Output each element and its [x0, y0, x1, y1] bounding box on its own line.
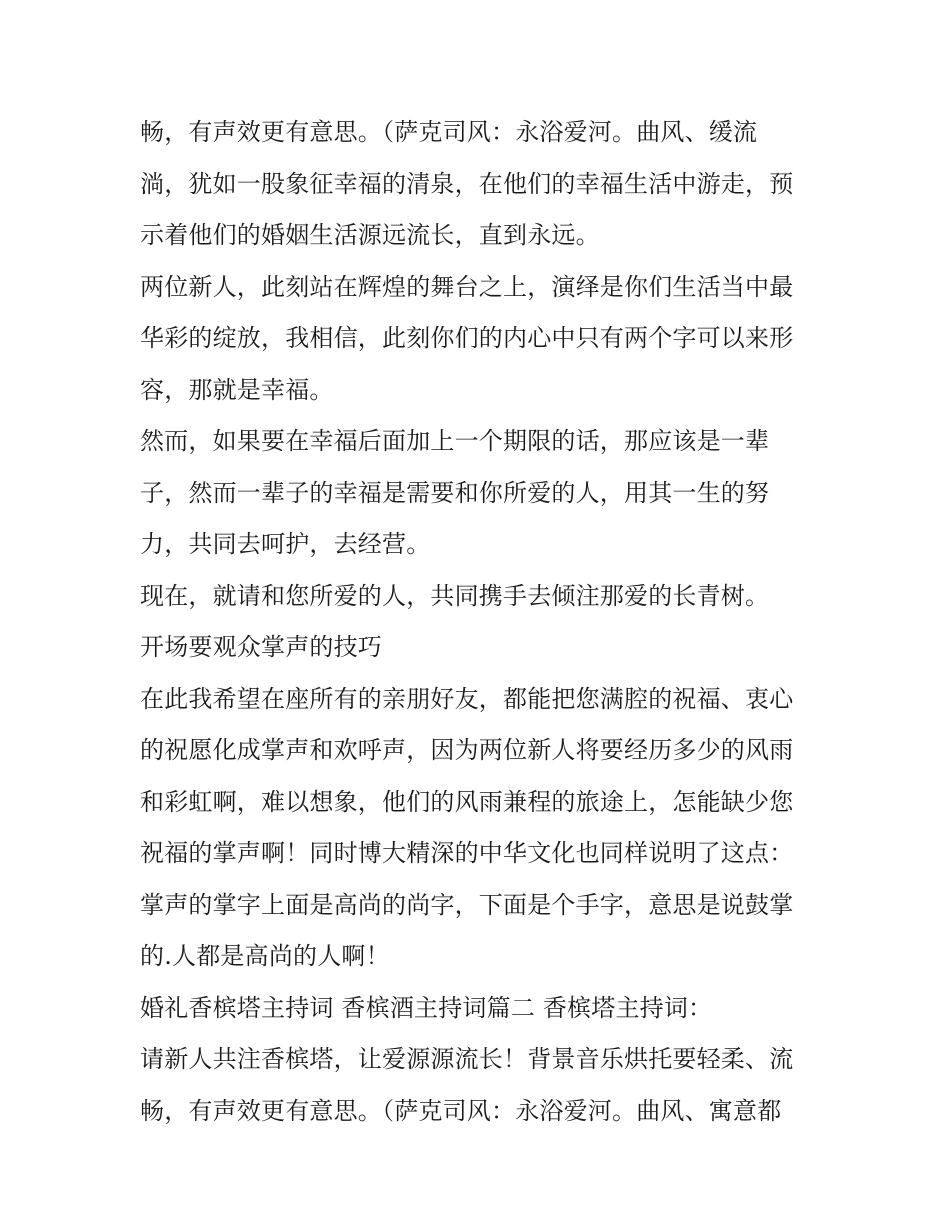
text-line: 和彩虹啊，难以想象，他们的风雨兼程的旅途上，怎能缺少您 — [140, 787, 794, 816]
section-heading: 开场要观众掌声的技巧 — [140, 633, 382, 661]
text-line: 子，然而一辈子的幸福是需要和你所爱的人，用其一生的努 — [140, 478, 770, 507]
text-line: 祝福的掌声啊！同时博大精深的中华文化也同样说明了这点： — [140, 839, 794, 867]
text-line: 的.人都是高尚的人啊！ — [140, 942, 390, 970]
text-line: 畅，有声效更有意思。（萨克司风：永浴爱河。曲风、缓流 — [140, 118, 758, 146]
text-line: 容，那就是幸福。 — [140, 375, 334, 404]
text-line: 示着他们的婚姻生活源远流长，直到永远。 — [140, 221, 600, 249]
text-line: 掌声的掌字上面是高尚的尚字，下面是个手字，意思是说鼓掌 — [140, 890, 794, 919]
document-body — [140, 107, 830, 1137]
section-heading: 婚礼香槟塔主持词 香槟酒主持词篇二 香槟塔主持词： — [140, 993, 713, 1022]
text-line: 请新人共注香槟塔，让爱源源流长！背景音乐烘托要轻柔、流 — [140, 1045, 794, 1073]
text-line: 两位新人，此刻站在辉煌的舞台之上，演绎是你们生活当中最 — [140, 272, 794, 301]
text-line: 淌，犹如一股象征幸福的清泉，在他们的幸福生活中游走，预 — [140, 169, 794, 198]
text-line: 在此我希望在座所有的亲朋好友，都能把您满腔的祝福、衷心 — [140, 684, 794, 713]
text-line: 现在，就请和您所爱的人，共同携手去倾注那爱的长青树。 — [140, 581, 770, 610]
text-line: 力，共同去呵护，去经营。 — [140, 530, 431, 558]
text-line: 华彩的绽放，我相信，此刻你们的内心中只有两个字可以来形 — [140, 324, 794, 352]
text-line: 的祝愿化成掌声和欢呼声，因为两位新人将要经历多少的风雨 — [140, 736, 794, 764]
text-line: 畅，有声效更有意思。（萨克司风：永浴爱河。曲风、寓意都 — [140, 1096, 782, 1125]
text-line: 然而，如果要在幸福后面加上一个期限的话，那应该是一辈 — [140, 427, 770, 455]
